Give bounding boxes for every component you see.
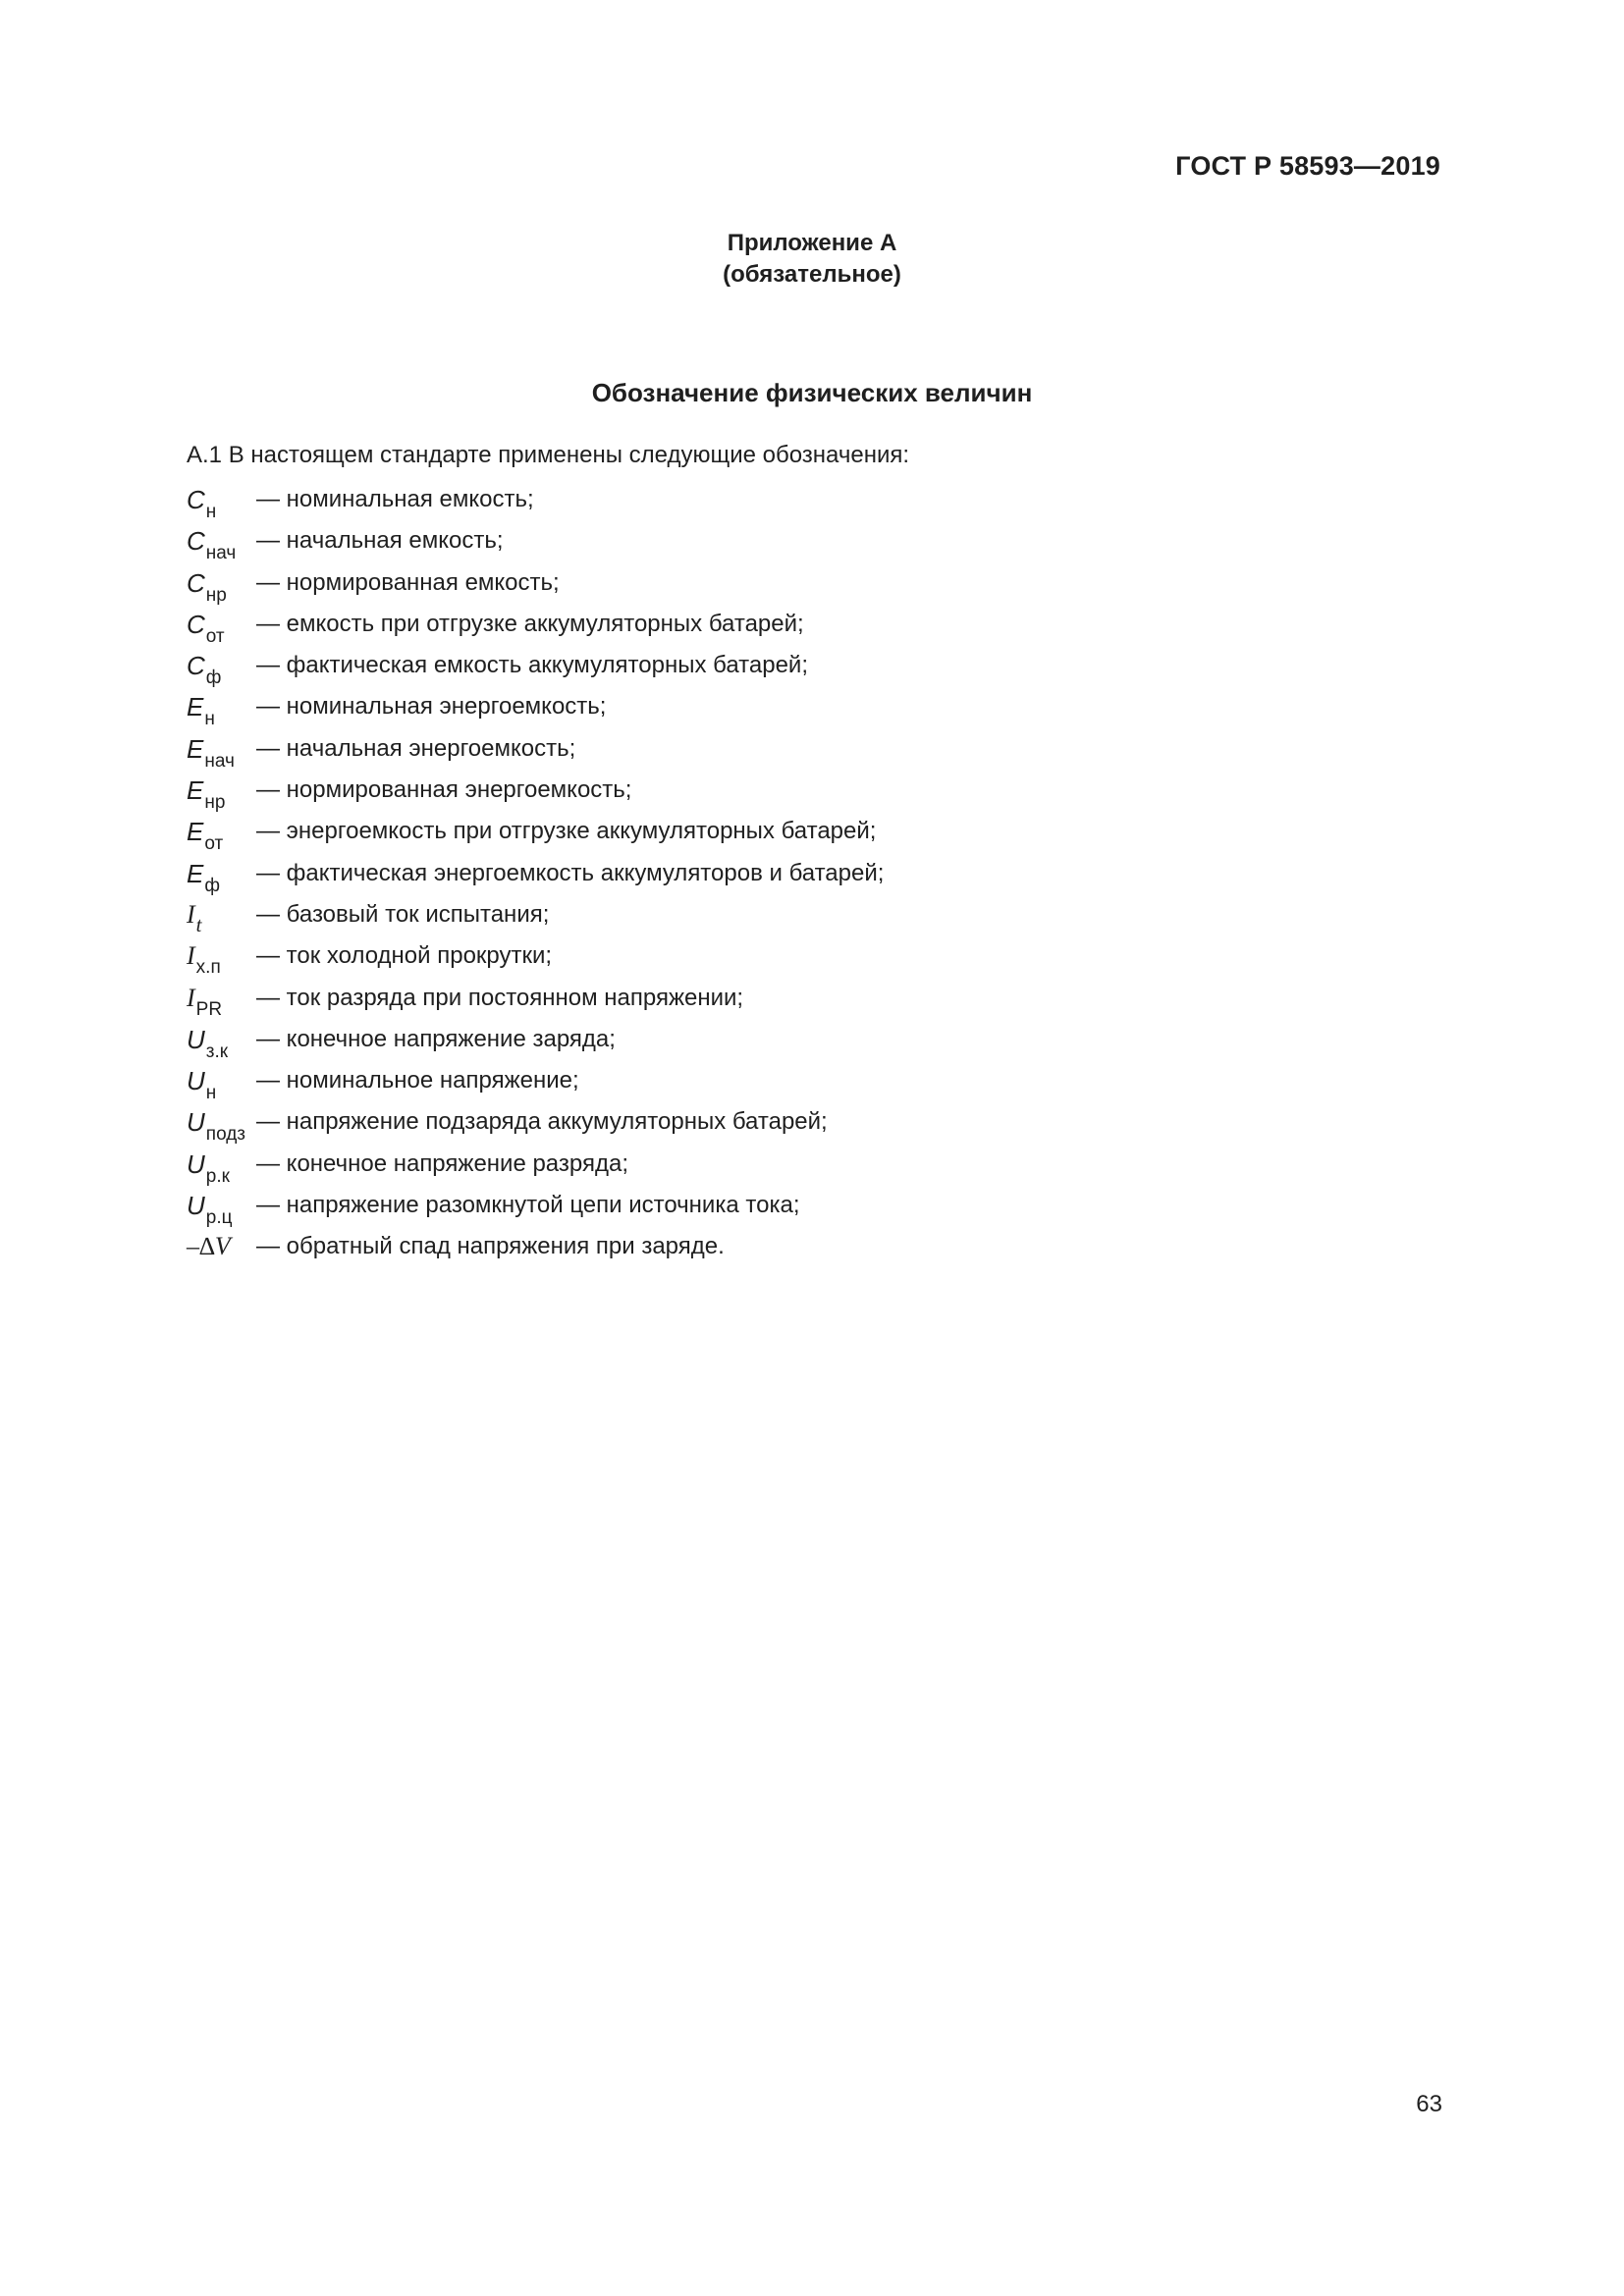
symbol-base: I bbox=[187, 941, 195, 971]
symbol-base: E bbox=[187, 858, 204, 888]
symbol bbox=[187, 526, 257, 564]
symbol-base: C bbox=[187, 651, 205, 681]
symbol-subscript: нач bbox=[204, 750, 235, 772]
symbol-base: E bbox=[187, 692, 204, 722]
symbol-subscript: р.ц bbox=[205, 1207, 233, 1229]
symbol-base: E bbox=[187, 817, 204, 847]
symbol-base: E bbox=[187, 775, 204, 806]
symbol bbox=[187, 485, 257, 522]
symbol-base: I bbox=[187, 983, 195, 1012]
symbol-description: — номинальное напряжение; bbox=[256, 1067, 579, 1095]
symbol-subscript: з.к bbox=[205, 1041, 229, 1062]
symbol-subscript: t bbox=[195, 912, 202, 936]
symbol-description: — базовый ток испытания; bbox=[256, 900, 550, 928]
symbol-base: C bbox=[187, 609, 205, 639]
symbol-base: U bbox=[187, 1107, 205, 1138]
symbol-subscript: х.п bbox=[195, 957, 221, 979]
symbol bbox=[187, 609, 257, 647]
symbol-description: — конечное напряжение разряда; bbox=[256, 1149, 628, 1177]
symbol-description: — ток холодной прокрутки; bbox=[256, 942, 553, 970]
symbol bbox=[187, 1148, 257, 1187]
symbol-description: — конечное напряжение заряда; bbox=[256, 1025, 616, 1052]
symbol-subscript: ф bbox=[205, 667, 222, 689]
symbol-subscript: PR bbox=[195, 998, 223, 1020]
symbol bbox=[187, 817, 257, 855]
symbol bbox=[187, 567, 257, 606]
symbol-subscript: нач bbox=[205, 543, 237, 564]
symbol-subscript: подз bbox=[205, 1124, 246, 1146]
symbol-description: — емкость при отгрузке аккумуляторных батарей; bbox=[256, 610, 804, 637]
symbol-base: C bbox=[187, 485, 205, 514]
symbol-base: C bbox=[187, 526, 205, 557]
symbol bbox=[187, 941, 257, 979]
symbol-base: C bbox=[187, 567, 205, 598]
symbol bbox=[187, 1107, 257, 1146]
symbol-description: — энергоемкость при отгрузке аккумуляторных батарей; bbox=[256, 818, 877, 845]
symbol bbox=[187, 983, 257, 1020]
symbol bbox=[187, 1066, 257, 1104]
symbol-base: E bbox=[187, 733, 204, 764]
symbol-description: — нормированная энергоемкость; bbox=[256, 776, 632, 804]
symbol bbox=[187, 899, 257, 936]
symbol-subscript: ф bbox=[204, 875, 220, 896]
symbol bbox=[187, 1024, 257, 1062]
symbol-description: — фактическая емкость аккумуляторных батарей; bbox=[256, 652, 808, 679]
symbol-subscript: от bbox=[205, 625, 225, 647]
symbol bbox=[187, 651, 257, 689]
symbol-description: — обратный спад напряжения при заряде. bbox=[256, 1233, 725, 1260]
symbol-subscript: нр bbox=[205, 584, 227, 606]
symbol bbox=[187, 775, 257, 814]
symbol-subscript: н bbox=[205, 502, 217, 522]
symbol-description: — ток разряда при постоянном напряжении; bbox=[256, 984, 744, 1011]
symbol-subscript: н bbox=[205, 1083, 217, 1104]
appendix-status: (обязательное) bbox=[723, 261, 901, 288]
symbol-base: –∆V bbox=[187, 1232, 231, 1261]
symbol-description: — напряжение разомкнутой цепи источника тока; bbox=[256, 1192, 800, 1219]
symbol bbox=[187, 1191, 257, 1229]
symbol bbox=[187, 1232, 257, 1264]
symbol-description: — номинальная энергоемкость; bbox=[256, 693, 607, 721]
symbol-description: — фактическая энергоемкость аккумуляторов и батарей; bbox=[256, 859, 885, 886]
symbol-subscript: н bbox=[204, 709, 215, 730]
standard-code-header: ГОСТ Р 58593—2019 bbox=[1175, 151, 1440, 181]
symbol-description: — начальная энергоемкость; bbox=[256, 734, 576, 762]
symbol-base: U bbox=[187, 1024, 205, 1054]
page-number: 63 bbox=[1416, 2091, 1442, 2117]
symbol bbox=[187, 733, 257, 772]
appendix-title: Обозначение физических величин bbox=[591, 378, 1033, 407]
symbol-subscript: р.к bbox=[205, 1165, 230, 1187]
symbol-description: — напряжение подзаряда аккумуляторных батарей; bbox=[256, 1108, 828, 1136]
symbol-base: U bbox=[187, 1148, 205, 1179]
symbol-base: U bbox=[187, 1066, 205, 1096]
symbol-subscript: нр bbox=[204, 792, 226, 814]
symbol-description: — нормированная емкость; bbox=[256, 568, 560, 596]
symbol-description: — номинальная емкость; bbox=[256, 486, 534, 512]
symbol-base: U bbox=[187, 1191, 205, 1221]
symbol-description: — начальная емкость; bbox=[256, 527, 504, 555]
symbol bbox=[187, 858, 257, 896]
symbol-subscript: от bbox=[204, 833, 224, 855]
appendix-heading bbox=[0, 228, 1624, 291]
intro-paragraph: А.1 В настоящем стандарте применены следующие обозначения: bbox=[187, 442, 910, 468]
appendix-label: Приложение А bbox=[727, 230, 897, 256]
symbol-base: I bbox=[187, 899, 195, 929]
symbol bbox=[187, 692, 257, 730]
